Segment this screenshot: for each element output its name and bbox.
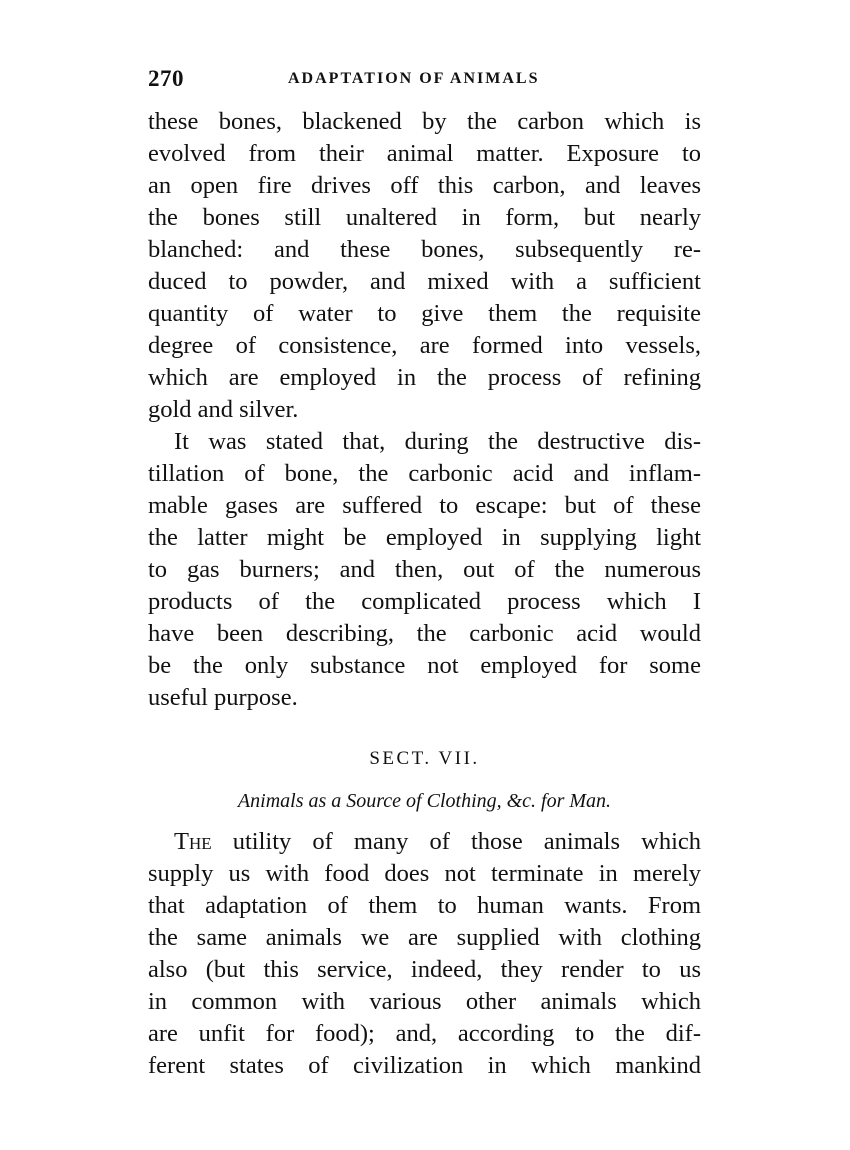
text-line: have been describing, the carbonic acid would (148, 620, 701, 647)
text-line: duced to powder, and mixed with a sufficient (148, 268, 701, 295)
text-line: also (but this service, indeed, they render to us (148, 956, 701, 983)
text-line: which are employed in the process of refining (148, 364, 701, 391)
first-line-rest: utility of many of those animals which (211, 828, 701, 855)
text-line: blanched: and these bones, subsequently re- (148, 236, 701, 263)
text-line: degree of consistence, are formed into vessels, (148, 332, 701, 359)
text-line: the bones still unaltered in form, but nearly (148, 204, 701, 231)
text-line: ferent states of civilization in which mankind (148, 1052, 701, 1079)
section-subtitle: Animals as a Source of Clothing, &c. for Man. (237, 790, 612, 812)
paragraph-1 (148, 106, 701, 426)
running-head (148, 66, 701, 106)
text-line: evolved from their animal matter. Exposure to (148, 140, 701, 167)
text-line: the same animals we are supplied with clothing (148, 924, 701, 951)
text-line: mable gases are suffered to escape: but of these (148, 492, 701, 519)
text-line: to gas burners; and then, out of the numerous (148, 556, 701, 583)
text-line: quantity of water to give them the requisite (148, 300, 701, 327)
text-line: are unfit for food); and, according to the dif- (148, 1020, 701, 1047)
section-heading: SECT. VII. (369, 748, 480, 769)
text-line: in common with various other animals which (148, 988, 701, 1015)
text-line: tillation of bone, the carbonic acid and inflam- (148, 460, 701, 487)
text-line: these bones, blackened by the carbon which is (148, 108, 701, 135)
book-page (148, 66, 701, 1082)
text-line: supply us with food does not terminate in merely (148, 860, 701, 887)
text-line: an open fire drives off this carbon, and leaves (148, 172, 701, 199)
text-line: useful purpose. (148, 684, 298, 711)
text-line (148, 826, 701, 858)
text-line: that adaptation of them to human wants. From (148, 892, 701, 919)
first-word: The (174, 828, 212, 855)
paragraph-2 (148, 426, 701, 714)
page-number: 270 (148, 66, 184, 91)
text-line: products of the complicated process which I (148, 588, 701, 615)
text-line: It was stated that, during the destructive dis- (174, 428, 701, 455)
paragraph-3 (148, 826, 701, 1082)
text-line: be the only substance not employed for some (148, 652, 701, 679)
text-line: the latter might be employed in supplying light (148, 524, 701, 551)
text-line: gold and silver. (148, 396, 299, 423)
running-title: ADAPTATION OF ANIMALS (288, 70, 540, 87)
